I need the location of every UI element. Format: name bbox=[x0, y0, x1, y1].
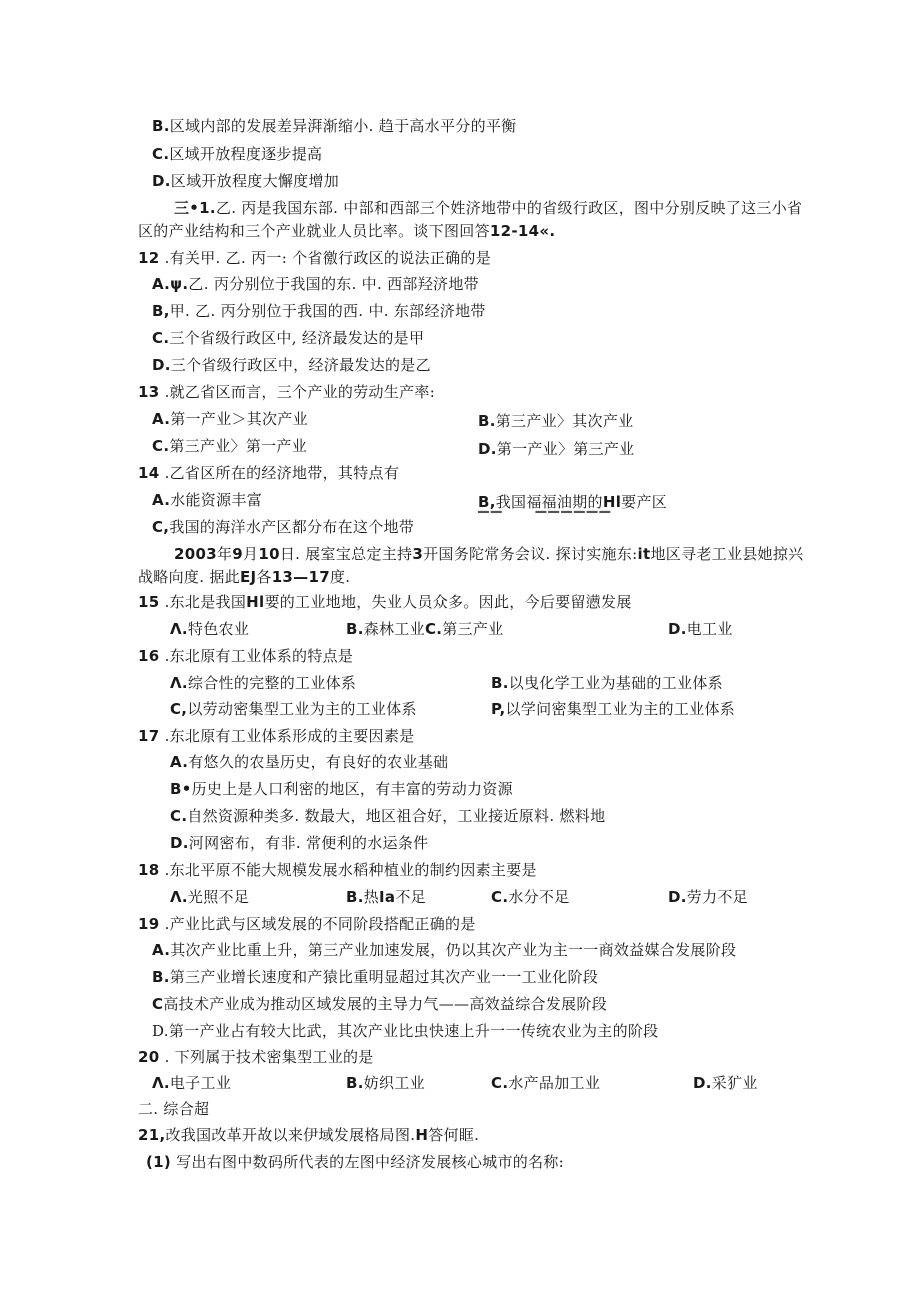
option-19-a: A.其次产业比重上升，第三产业加速发展，仍以其次产业为主一一商效益媒合发展阶段 bbox=[152, 941, 737, 959]
question-13: 13 .就乙省区而言，三个产业的劳动生产率: bbox=[138, 383, 436, 401]
question-14: 14 .乙省区所在的经济地带，其特点有 bbox=[138, 464, 400, 482]
option-18-b: B.热Ia不足 bbox=[346, 888, 426, 906]
option-12-c: C.三个省级行政区中, 经济最发达的是甲 bbox=[152, 329, 425, 347]
option-16-b: B.以曳化学工业为基础的工业体系 bbox=[491, 674, 723, 692]
option-16-d: P,以学问密集型工业为主的工业体系 bbox=[491, 700, 736, 718]
option-13-b: B.第三产业〉其次产业 bbox=[478, 412, 634, 430]
question-19: 19 .产业比武与区域发展的不同阶段搭配正确的是 bbox=[138, 915, 476, 933]
option-11-b: B.区域内部的发展差异湃渐缩小. 趋于高水平分的平衡 bbox=[152, 117, 517, 135]
question-21: 21,改我国改革开故以来伊域发展格局图.H答何眶. bbox=[138, 1126, 480, 1144]
option-17-a: A.有悠久的农垦历史，有良好的农业基础 bbox=[170, 753, 449, 771]
option-16-a: Λ.综合性的完整的工业体系 bbox=[170, 674, 357, 692]
option-14-b: B,我国福福油期的Hl要产区 bbox=[478, 493, 668, 511]
question-15: 15 .东北是我国Hl要的工业地地，失业人员众多。因此，今后要留懑发展 bbox=[138, 593, 632, 611]
option-15-d: D.电工业 bbox=[668, 620, 733, 638]
option-18-c: C.水分不足 bbox=[491, 888, 570, 906]
option-13-a: A.第一产业＞其次产业 bbox=[152, 410, 308, 428]
option-12-d: D.三个省级行政区中，经济最发达的是乙 bbox=[152, 356, 431, 374]
option-19-d: D.第一产业占有较大比武，其次产业比虫快速上升一一传统农业为主的阶段 bbox=[152, 1022, 659, 1040]
option-11-d: D.区域开放程度大懈度增加 bbox=[152, 172, 340, 190]
option-12-b: B,甲. 乙. 丙分别位于我国的西. 中. 东部经济地带 bbox=[152, 302, 486, 320]
option-20-c: C.水产品加工业 bbox=[491, 1074, 601, 1092]
option-19-c: C高技术产业成为推动区域发展的主导力气——高效益综合发展阶段 bbox=[152, 995, 608, 1013]
option-17-c: C.自然资源种类多. 数最大，地区祖合好，工业接近原料. 燃料地 bbox=[170, 807, 606, 825]
passage-15-17-line1: 2003年9月10日. 展室宝总定主持3开国务陀常务会议. 探讨实施东:it地区寻老工业县她掠兴 bbox=[174, 545, 804, 563]
passage-15-17-line2: 战略向度. 据此EJ各13—17度. bbox=[138, 568, 351, 586]
question-17: 17 .东北原有工业体系形成的主要因素是 bbox=[138, 727, 415, 745]
question-16: 16 .东北原有工业体系的特点是 bbox=[138, 647, 354, 665]
option-13-d: D.第一产业〉第三产业 bbox=[478, 440, 635, 458]
option-16-c: C,以劳动密集型工业为主的工业体系 bbox=[170, 700, 417, 718]
question-20: 20 . 下列属于技术密集型工业的是 bbox=[138, 1048, 374, 1066]
option-20-b: B.妨织工业 bbox=[346, 1074, 425, 1092]
question-12: 12 .有关甲. 乙. 丙一: 个省徼行政区的说法正确的是 bbox=[138, 249, 492, 267]
question-18: 18 .东北平原不能大规模发展水稻种植业的制约因素主要是 bbox=[138, 861, 537, 879]
option-17-b: B•历史上是人口利密的地区，有丰富的劳动力资源 bbox=[170, 780, 513, 798]
clipped-option-14-d: ▔▔ ▔▔▔▔▔▔ bbox=[478, 512, 613, 528]
option-18-d: D.劳力不足 bbox=[668, 888, 748, 906]
passage-12-14-line1: 三•1.乙. 丙是我国东部. 中部和西部三个姓济地带中的省级行政区，图中分别反映了这三小省 bbox=[174, 199, 803, 217]
option-12-a: A.ψ.乙. 丙分别位于我国的东. 中. 西部羟济地带 bbox=[152, 275, 479, 293]
passage-12-14-line2: 区的产业结构和三个产业就业人员比率。谈下图回答12-14«. bbox=[138, 222, 556, 240]
option-15-b-c: B.森林工业C.第三产业 bbox=[346, 620, 504, 638]
question-21-part1: (1) 写出右图中数码所代表的左图中经济发展核心城市的名称: bbox=[146, 1153, 564, 1171]
option-11-c: C.区域开放程度逐步提高 bbox=[152, 145, 323, 163]
option-15-a: Λ.特色农业 bbox=[170, 620, 250, 638]
option-13-c: C.第三产业〉第一产业 bbox=[152, 437, 308, 455]
section-heading: 二. 综合超 bbox=[138, 1100, 210, 1118]
option-17-d: D.河网密布，有非. 常便利的水运条件 bbox=[170, 834, 429, 852]
option-14-a: A.水能资源丰富 bbox=[152, 491, 262, 509]
option-19-b: B.第三产业增长速度和产猿比重明显超过其次产业一一工业化阶段 bbox=[152, 968, 599, 986]
option-20-a: Λ.电子工业 bbox=[152, 1074, 232, 1092]
option-14-c: C,我国的海洋水产区都分布在这个地带 bbox=[152, 518, 415, 536]
option-18-a: Λ.光照不足 bbox=[170, 888, 250, 906]
option-20-d: D.采犷业 bbox=[693, 1074, 758, 1092]
